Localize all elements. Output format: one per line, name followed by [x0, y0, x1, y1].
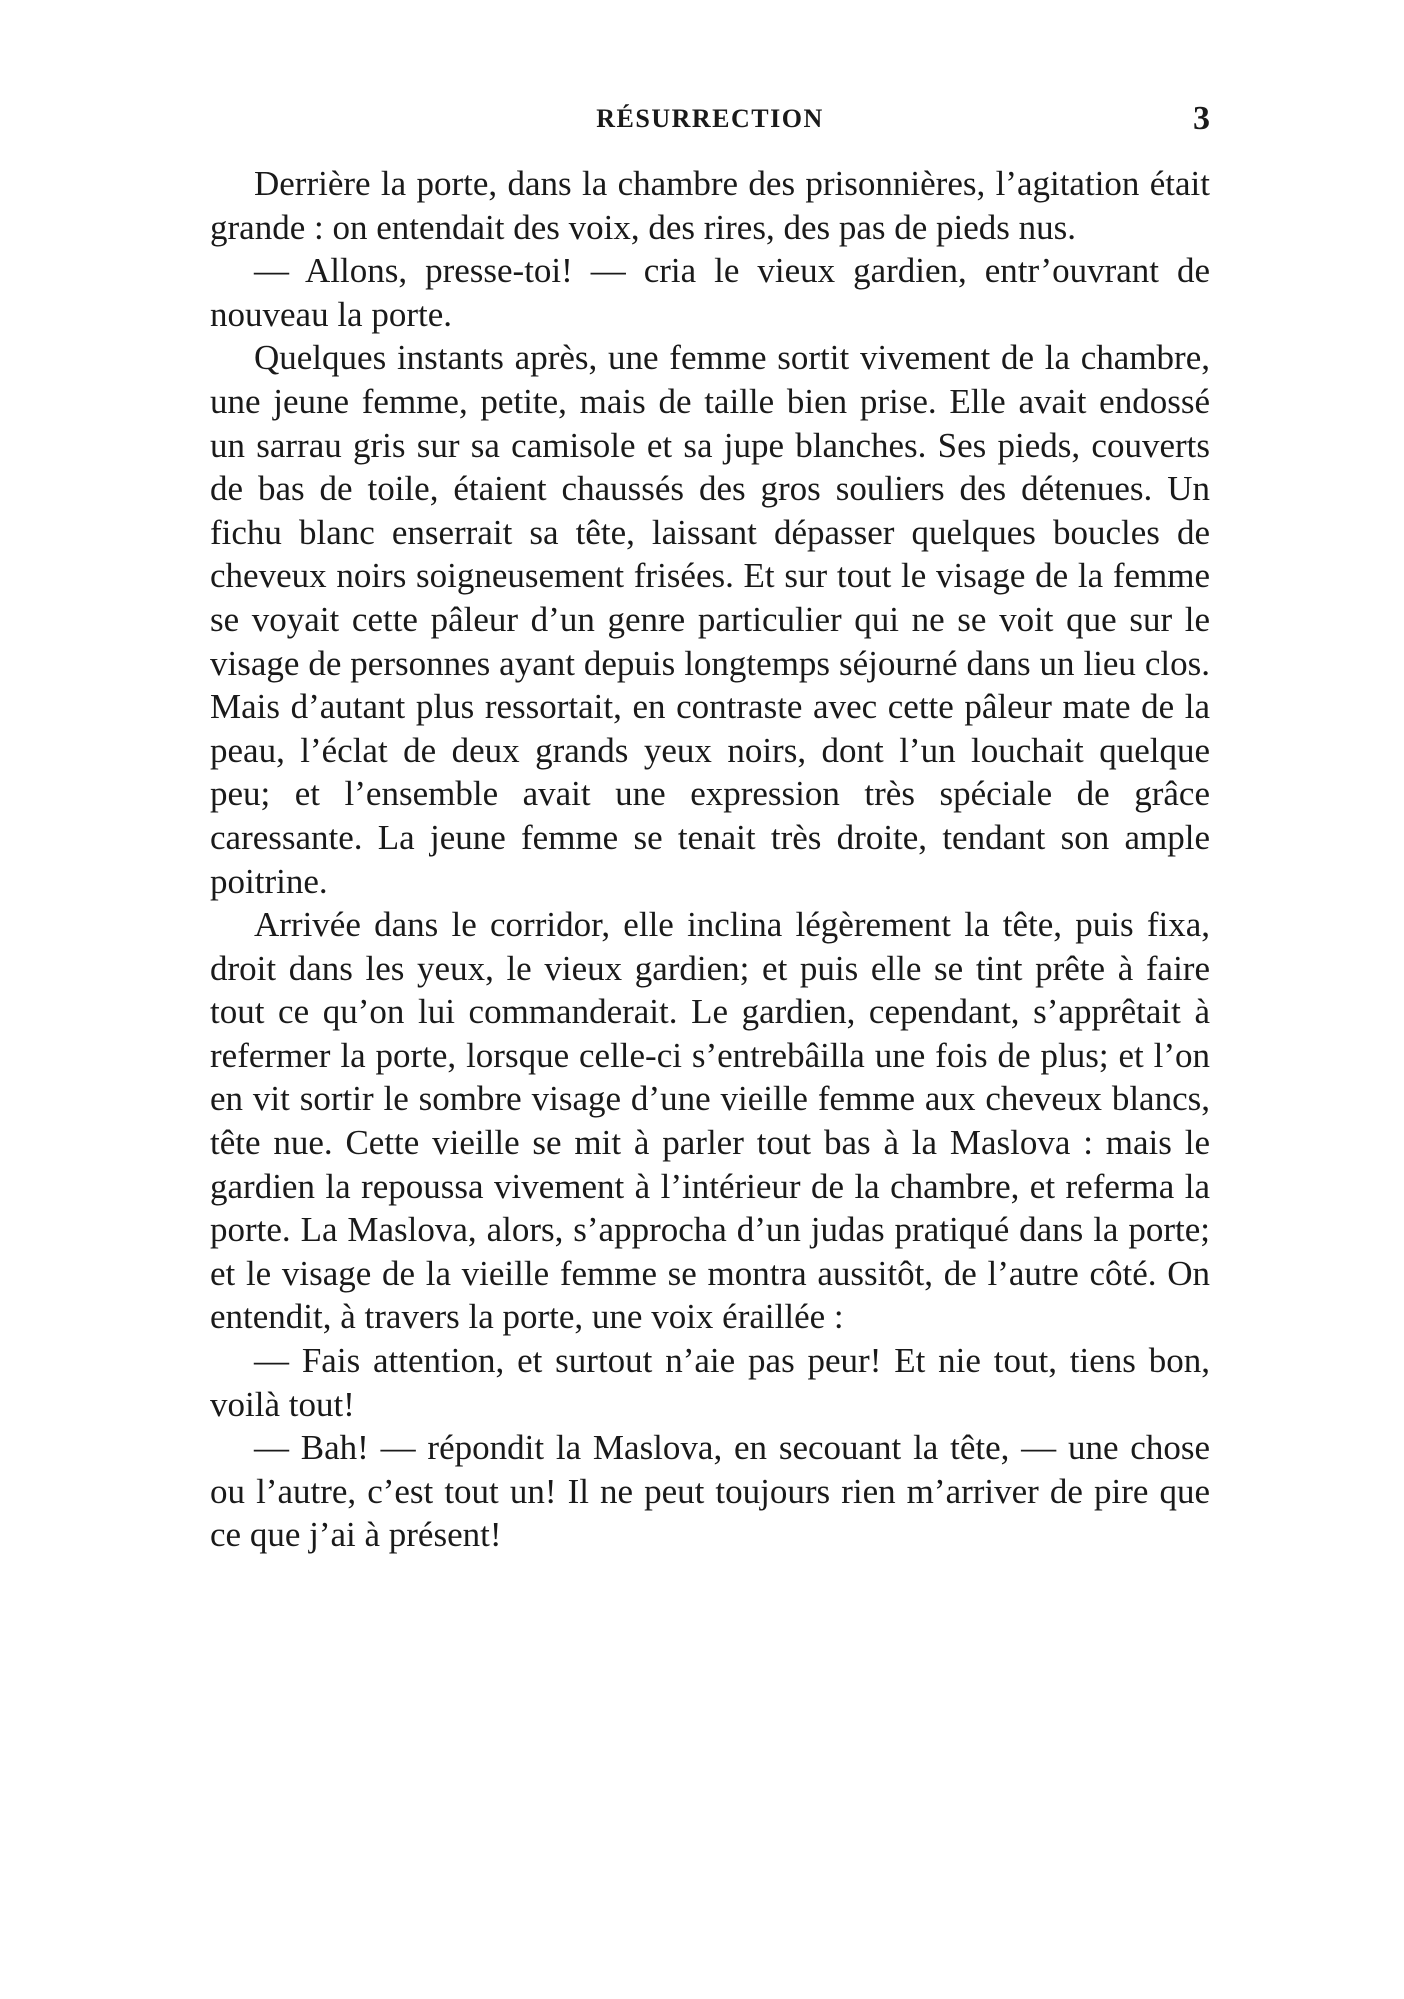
page-number: 3: [1193, 100, 1210, 137]
paragraph: Quelques instants après, une femme sortit vivement de la chambre, une jeune femme, petite, mais de taille bien prise. Elle avait endossé un sarrau gris sur sa camisole et sa jupe blanches. Ses pieds, couverts de bas de toile, étaient chaussés des gros souliers des détenues. Un fichu blanc enserrait sa tête, laissant dépasser quelques boucles de cheveux noirs soigneusement frisées. Et sur tout le visage de la femme se voyait cette pâleur d’un genre particulier qui ne se voit que sur le visage de personnes ayant depuis longtemps séjourné dans un lieu clos. Mais d’autant plus ressortait, en contraste avec cette pâleur mate de la peau, l’éclat de deux grands yeux noirs, dont l’un louchait quelque peu; et l’ensemble avait une expression très spéciale de grâce caressante. La jeune femme se tenait très droite, tendant son ample poitrine.: [210, 338, 1210, 901]
body-text: [210, 162, 1210, 1557]
paragraph: — Allons, presse-toi! — cria le vieux gardien, entr’ouvrant de nouveau la porte.: [210, 251, 1210, 334]
paragraph: — Fais attention, et surtout n’aie pas peur! Et nie tout, tiens bon, voilà tout!: [210, 1341, 1210, 1424]
running-header: [210, 100, 1210, 144]
running-title: RÉSURRECTION: [596, 104, 824, 133]
paragraph: Arrivée dans le corridor, elle inclina légèrement la tête, puis fixa, droit dans les yeux, le vieux gardien; et puis elle se tint prête à faire tout ce qu’on lui commanderait. Le gardien, cependant, s’apprêtait à refermer la porte, lorsque celle-ci s’entrebâilla une fois de plus; et l’on en vit sortir le sombre visage d’une vieille femme aux cheveux blancs, tête nue. Cette vieille se mit à parler tout bas à la Maslova : mais le gardien la repoussa vivement à l’intérieur de la chambre, et referma la porte. La Maslova, alors, s’approcha d’un judas pratiqué dans la porte; et le visage de la vieille femme se montra aussitôt, de l’autre côté. On entendit, à travers la porte, une voix éraillée :: [210, 905, 1210, 1337]
paragraph: Derrière la porte, dans la chambre des prisonnières, l’agitation était grande : on entendait des voix, des rires, des pas de pieds nus.: [210, 164, 1210, 247]
paragraph: — Bah! — répondit la Maslova, en secouant la tête, — une chose ou l’autre, c’est tout un! Il ne peut toujours rien m’arriver de pire que ce que j’ai à présent!: [210, 1428, 1210, 1555]
